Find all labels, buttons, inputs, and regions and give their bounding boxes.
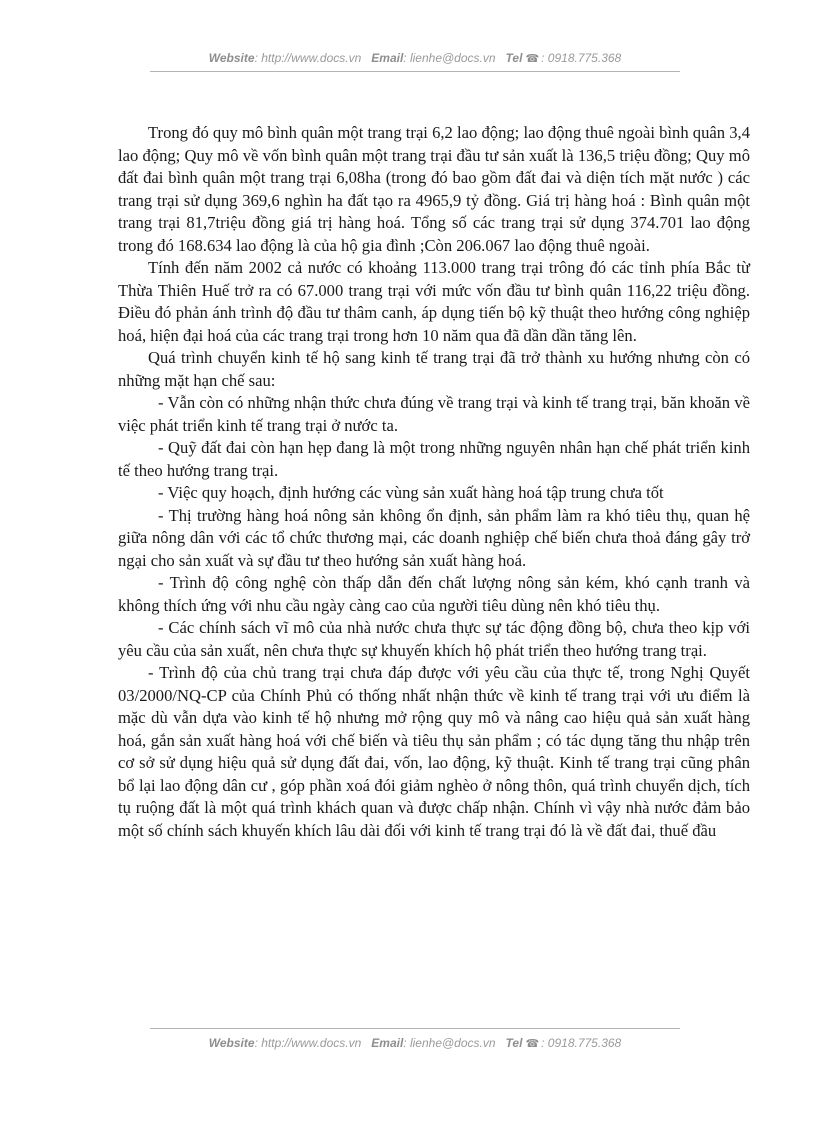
footer-divider [150,1028,680,1029]
list-item-market: - Thị trường hàng hoá nông sản không ổn định, sản phẩm làm ra khó tiêu thụ, quan hệ giữa nông dân với các tổ chức thương mại, các doanh nghiệp chế biến chưa thoả đáng gây trở ngại cho sản xuất và sự đầu tư theo hướng sản xuất hàng hoá. [118,505,750,570]
list-item-policy: - Các chính sách vĩ mô của nhà nước chưa thực sự tác động đồng bộ, chưa theo kịp với yêu cầu của sản xuất, nên chưa thực sự khuyến khích hộ phát triển theo hướng trang trại. [118,618,750,660]
page-footer [150,1036,680,1050]
header-website-value[interactable]: : http://www.docs.vn [254,51,362,65]
phone-icon: ☎ [525,1038,540,1050]
list-item-planning: - Việc quy hoạch, định hướng các vùng sản xuất hàng hoá tập trung chưa tốt [158,483,664,502]
header-tel-label: Tel [505,51,523,65]
footer-tel-value: : 0918.775.368 [541,1036,622,1050]
footer-website-label: Website [208,1036,255,1050]
header-website-label: Website [208,51,255,65]
list-item-land: - Quỹ đất đai còn hạn hẹp đang là một trong những nguyên nhân hạn chế phát triển kinh tế theo hướng trang trại. [118,438,750,480]
footer-website-value[interactable]: : http://www.docs.vn [254,1036,362,1050]
paragraph-farm-scale: Trong đó quy mô bình quân một trang trại 6,2 lao động; lao động thuê ngoài bình quân 3,4 lao động; Quy mô về vốn bình quân một trang trại đầu tư sản xuất là 136,5 triệu đồng; Quy mô đất đai bình quân một trang trại 6,08ha (trong đó bao gồm đất đai và diện tích mặt nước ) các trang trại sử dụng 369,6 nghìn ha đất tạo ra 4965,9 tỷ đồng. Giá trị hàng hoá : Bình quân một trang trại 81,7triệu đồng giá trị hàng hoá. Tổng số các trang trại sử dụng 374.701 lao động trong đó 168.634 lao động là của hộ gia đình ;Còn 206.067 lao động thuê ngoài. [118,123,750,255]
list-item-owner-capacity: - Trình độ của chủ trang trại chưa đáp được với yêu cầu của thực tế, trong Nghị Quyết 03/2000/NQ-CP của Chính Phủ có thống nhất nhận thức về kinh tế trang trại với ưu điểm là mặc dù vẫn dựa vào kinh tế hộ nhưng mở rộng quy mô và nâng cao hiệu quả sản xuất hàng hoá, gắn sản xuất hàng hoá với chế biến và tiêu thụ sản phẩm ; có tác dụng tăng thu nhập trên cơ sở sử dụng hiệu quả sử dụng đất đai, vốn, lao động, kỹ thuật. Kinh tế trang trại cũng phân bổ lại lao động dân cư , góp phần xoá đói giảm nghèo ở nông thôn, quá trình chuyển dịch, tích tụ ruộng đất là một quá trình khách quan và được chấp nhận. Chính vì vậy nhà nước đảm bảo một số chính sách khuyến khích lâu dài đối với kinh tế trang trại đó là về đất đai, thuế đầu [118,663,750,840]
list-item-awareness: - Vẫn còn có những nhận thức chưa đúng về trang trại và kinh tế trang trại, băn khoăn về việc phát triển kinh tế trang trại ở nước ta. [118,393,750,435]
footer-email-label: Email [371,1036,404,1050]
header-divider [150,71,680,72]
paragraph-farm-count-2002: Tính đến năm 2002 cả nước có khoảng 113.000 trang trại trông đó các tỉnh phía Bắc từ Thừa Thiên Huế trở ra có 67.000 trang trại với mức vốn đầu tư bình quân 116,22 triệu đồng. Điều đó phản ánh trình độ đầu tư thâm canh, áp dụng tiến bộ kỹ thuật theo hướng công nghiệp hoá, hiện đại hoá của các trang trại trong hơn 10 năm qua đã dần dần tăng lên. [118,258,750,345]
page-header [150,51,680,65]
header-email-value[interactable]: : lienhe@docs.vn [403,51,496,65]
phone-icon: ☎ [525,53,540,65]
list-item-technology: - Trình độ công nghệ còn thấp dẫn đến chất lượng nông sản kém, khó cạnh tranh và không thích ứng với nhu cầu ngày càng cao của người tiêu dùng nên khó tiêu thụ. [118,573,750,615]
paragraph-limitations-intro: Quá trình chuyển kinh tế hộ sang kinh tế trang trại đã trở thành xu hướng nhưng còn có những mặt hạn chế sau: [118,348,750,390]
footer-email-value[interactable]: : lienhe@docs.vn [403,1036,496,1050]
header-email-label: Email [371,51,404,65]
footer-tel-label: Tel [505,1036,523,1050]
document-body [118,122,750,842]
header-tel-value: : 0918.775.368 [541,51,622,65]
